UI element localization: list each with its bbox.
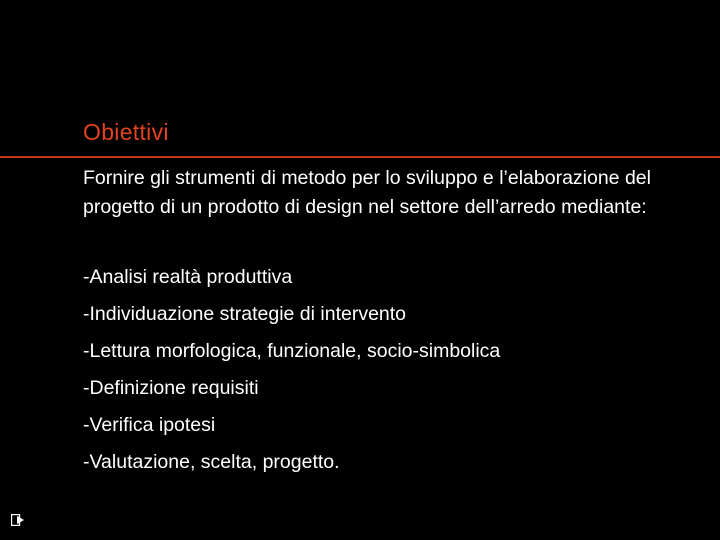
title-divider xyxy=(0,156,720,158)
bullet-item: -Definizione requisiti xyxy=(83,377,259,399)
bullet-item: -Lettura morfologica, funzionale, socio-simbolica xyxy=(83,340,501,362)
bullet-item: -Analisi realtà produttiva xyxy=(83,266,293,288)
bullet-item: -Valutazione, scelta, progetto. xyxy=(83,451,340,473)
bullet-item: -Verifica ipotesi xyxy=(83,414,216,436)
slide-intro-text: Fornire gli strumenti di metodo per lo sviluppo e l’elaborazione del progetto di un prodotto di design nel settore dell’arredo mediante: xyxy=(83,167,651,218)
bullet-item: -Individuazione strategie di intervento xyxy=(83,303,407,325)
slide-nav-icon[interactable] xyxy=(11,513,25,525)
bullet-list xyxy=(83,259,500,481)
slide-title: Obiettivi xyxy=(83,119,169,145)
